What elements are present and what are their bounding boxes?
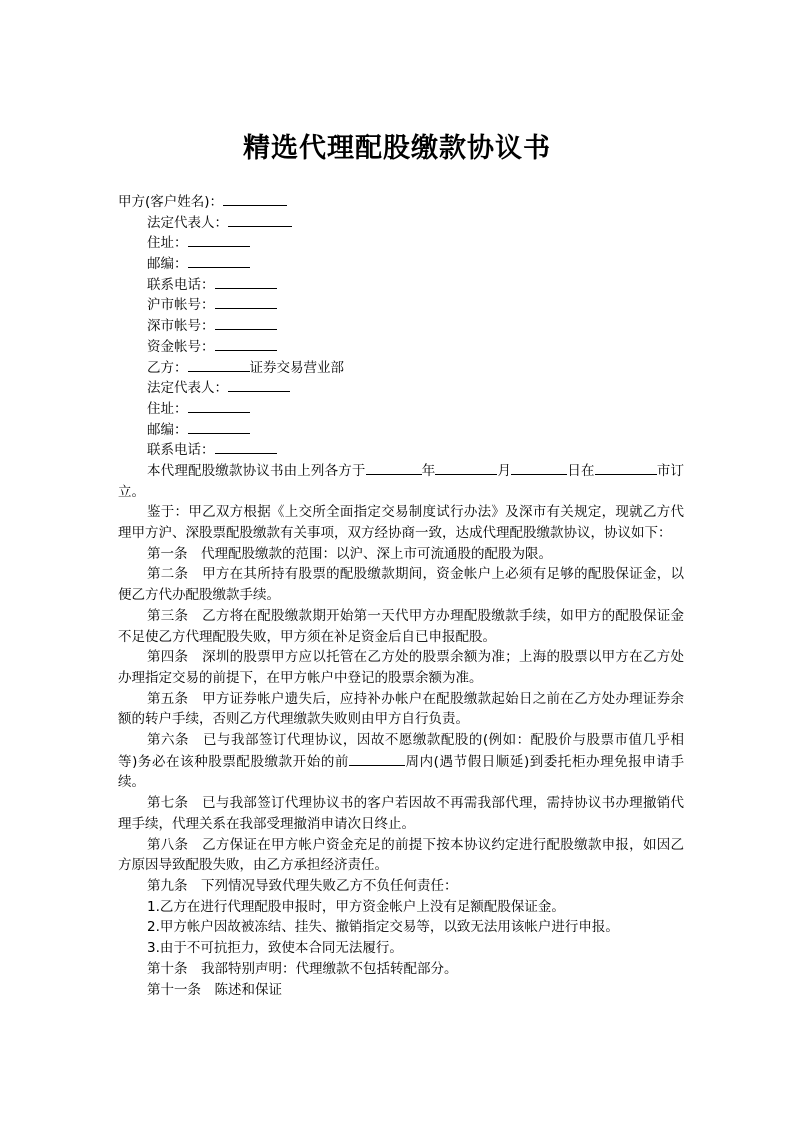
list-item: 2.甲方帐户因故被冻结、挂失、撤销指定交易等，以致无法用该帐户进行申报。 bbox=[147, 919, 619, 936]
document-title: 精选代理配股缴款协议书 bbox=[243, 133, 551, 164]
article-10: 第十条 我部特别声明：代理缴款不包括转配部分。 bbox=[147, 960, 458, 977]
fill-blank[interactable] bbox=[435, 460, 497, 475]
field-label: 住址： bbox=[147, 235, 188, 252]
fill-blank[interactable] bbox=[366, 460, 422, 475]
fill-blank[interactable] bbox=[595, 460, 657, 475]
preamble: 鉴于：甲乙双方根据《上交所全面指定交易制度试行办法》及深市有关规定，现就乙方代理甲方沪、深股票配股缴款有关事项，双方经协商一致，达成代理配股缴款协议，协议如下： bbox=[118, 504, 684, 542]
fill-blank[interactable] bbox=[228, 212, 292, 227]
fill-blank[interactable] bbox=[188, 398, 250, 413]
field-label: 乙方： bbox=[147, 359, 188, 376]
article-8: 第八条 乙方保证在甲方帐户资金充足的前提下按本协议约定进行配股缴款申报，如因乙方原因导致配股失败，由乙方承担经济责任。 bbox=[118, 836, 684, 874]
field-fund-account bbox=[118, 336, 684, 357]
field-label: 邮编： bbox=[147, 421, 188, 438]
text: 月 bbox=[497, 462, 512, 479]
fill-blank[interactable] bbox=[215, 336, 277, 351]
article-4: 第四条 深圳的股票甲方应以托管在乙方处的股票余额为准；上海的股票以甲方在乙方处办理指定交易的前提下，在甲方帐户中登记的股票余额为准。 bbox=[118, 649, 684, 686]
field-legal-rep-a bbox=[118, 212, 684, 233]
text: 市订立。 bbox=[118, 462, 685, 500]
field-label: 住址： bbox=[147, 400, 188, 417]
field-suffix: 证券交易营业部 bbox=[249, 359, 344, 376]
fill-blank[interactable] bbox=[349, 751, 405, 766]
field-address-b bbox=[118, 398, 684, 419]
article-2: 第二条 甲方在其所持有股票的配股缴款期间，资金帐户上必须有足够的配股保证金，以便乙方代办配股缴款手续。 bbox=[118, 566, 684, 604]
article-5: 第五条 甲方证券帐户遗失后，应持补办帐户在配股缴款起始日之前在乙方处办理证券余额的转户手续，否则乙方代理缴款失败则由甲方自行负责。 bbox=[118, 690, 684, 728]
field-party-b bbox=[118, 357, 684, 378]
field-label: 深市帐号： bbox=[147, 318, 215, 335]
fill-blank[interactable] bbox=[215, 274, 277, 289]
field-label: 联系电话： bbox=[147, 276, 215, 293]
field-label: 联系电话： bbox=[147, 442, 215, 459]
field-label: 甲方(客户姓名)： bbox=[118, 194, 224, 210]
article-3: 第三条 乙方将在配股缴款期开始第一天代甲方办理配股缴款手续，如甲方的配股保证金不足使乙方代理配股失败，甲方须在补足资金后自已申报配股。 bbox=[118, 607, 684, 645]
field-sz-account bbox=[118, 315, 684, 336]
fill-blank[interactable] bbox=[188, 253, 250, 268]
fill-blank[interactable] bbox=[215, 294, 277, 309]
article-6 bbox=[118, 730, 684, 793]
field-legal-rep-b bbox=[118, 377, 684, 398]
fill-blank[interactable] bbox=[511, 460, 567, 475]
document-body bbox=[118, 191, 684, 1000]
text: 本代理配股缴款协议书由上列各方于 bbox=[147, 462, 366, 479]
text: 第六条 已与我部签订代理协议，因故不愿缴款配股的(例如：配股价与股票市值几乎相等)务必在该种股票配股缴款开始的前 bbox=[118, 732, 684, 770]
field-label: 法定代表人： bbox=[147, 214, 228, 231]
fill-blank[interactable] bbox=[188, 232, 250, 247]
field-address-a bbox=[118, 232, 684, 253]
field-label: 资金帐号： bbox=[147, 338, 215, 355]
text: 日在 bbox=[567, 462, 595, 479]
fill-blank[interactable] bbox=[188, 419, 250, 434]
text: 年 bbox=[421, 462, 436, 479]
field-phone-a bbox=[118, 274, 684, 295]
fill-blank[interactable] bbox=[215, 439, 277, 454]
field-postcode-b bbox=[118, 419, 684, 440]
fill-blank[interactable] bbox=[228, 377, 290, 392]
article-1: 第一条 代理配股缴款的范围：以沪、深上市可流通股的配股为限。 bbox=[147, 545, 552, 562]
list-item: 3.由于不可抗拒力，致使本合同无法履行。 bbox=[147, 940, 403, 957]
fill-blank[interactable] bbox=[188, 357, 250, 372]
article-9: 第九条 下列情况导致代理失败乙方不负任何责任： bbox=[147, 878, 458, 894]
list-item: 1.乙方在进行代理配股申报时，甲方资金帐户上没有足额配股保证金。 bbox=[147, 898, 565, 915]
fill-blank[interactable] bbox=[223, 191, 287, 206]
sign-intro bbox=[118, 460, 684, 502]
text: 周内(遇节假日顺延)到委托柜办理免报申请手续。 bbox=[118, 753, 684, 791]
fill-blank[interactable] bbox=[215, 315, 277, 330]
field-sh-account bbox=[118, 294, 684, 315]
article-7: 第七条 已与我部签订代理协议书的客户若因故不再需我部代理，需持协议书办理撤销代理手续，代理关系在我部受理撤消申请次日终止。 bbox=[118, 795, 684, 832]
field-label: 沪市帐号： bbox=[147, 297, 215, 314]
field-party-a bbox=[118, 191, 684, 212]
field-label: 邮编： bbox=[147, 256, 188, 273]
field-postcode-a bbox=[118, 253, 684, 274]
article-11: 第十一条 陈述和保证 bbox=[147, 981, 282, 998]
field-phone-b bbox=[118, 439, 684, 460]
field-label: 法定代表人： bbox=[147, 380, 228, 397]
